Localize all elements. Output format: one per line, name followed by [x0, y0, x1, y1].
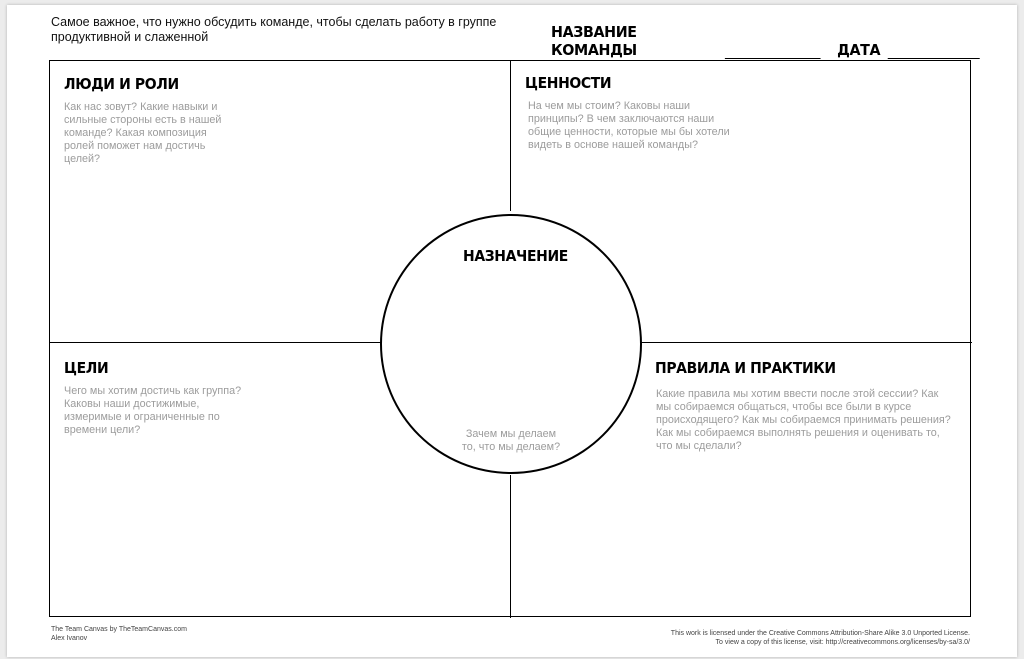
intro-line: Самое важное, что нужно обсудить команде, чтобы сделать работу в группе [51, 15, 497, 29]
footer-line: To view a copy of this license, visit: http://creativecommons.org/licenses/by-sa/3.0/ [715, 639, 970, 646]
purpose-title: НАЗНАЧЕНИЕ [463, 247, 568, 265]
team-name-label: НАЗВАНИЕ КОМАНДЫ [551, 23, 637, 59]
hint-line: Каковы наши достижимые, [64, 398, 200, 410]
goals-title: ЦЕЛИ [64, 359, 109, 377]
date-label: ДАТА [837, 41, 881, 59]
hint-line: Какие правила мы хотим ввести после этой сессии? Как [656, 388, 939, 400]
footer-line: Alex Ivanov [51, 635, 88, 642]
purpose-hint [450, 428, 572, 454]
header-fields [551, 23, 980, 59]
hint-line: что мы сделали? [656, 440, 742, 452]
team-name-field[interactable] [725, 44, 821, 59]
hint-line: сильные стороны есть в нашей [64, 114, 222, 126]
hint-line: Как нас зовут? Какие навыки и [64, 101, 218, 113]
hint-line: происходящего? Как мы собираемся принимать решения? [656, 414, 951, 426]
hint-line: команде? Какая композиция [64, 127, 207, 139]
intro-text [51, 15, 521, 45]
hint-line: Чего мы хотим достичь как группа? [64, 385, 242, 397]
divider-vertical-top [510, 61, 511, 211]
rules-practices-title: ПРАВИЛА И ПРАКТИКИ [655, 359, 836, 377]
hint-line: принципы? В чем заключаются наши [528, 113, 715, 125]
divider-vertical-bottom [510, 475, 511, 618]
intro-line: продуктивной и слаженной [51, 30, 209, 44]
values-hint [528, 100, 828, 152]
people-roles-hint [64, 101, 364, 166]
hint-line: измеримые и ограниченные по [64, 411, 220, 423]
values-title: ЦЕННОСТИ [525, 74, 612, 92]
canvas-page [7, 5, 1017, 657]
team-canvas-grid [49, 60, 971, 617]
rules-practices-hint [656, 388, 968, 453]
divider-horizontal-right [641, 342, 972, 343]
footer-license [671, 629, 970, 647]
divider-horizontal-left [50, 342, 381, 343]
date-field[interactable] [888, 44, 980, 59]
hint-line: ролей поможет нам достичь [64, 140, 206, 152]
hint-line: целей? [64, 153, 101, 165]
hint-line: Как мы собираемся выполнять решения и оценивать то, [656, 427, 940, 439]
hint-line: видеть в основе нашей команды? [528, 139, 698, 151]
people-roles-title: ЛЮДИ И РОЛИ [64, 75, 179, 93]
hint-line: мы собираемся общаться, чтобы все были в курсе [656, 401, 912, 413]
hint-line: времени цели? [64, 424, 141, 436]
goals-hint [64, 385, 364, 437]
hint-line: На чем мы стоим? Каковы наши [528, 100, 691, 112]
footer-credits [51, 625, 187, 643]
hint-line: Зачем мы делаем [465, 428, 557, 440]
footer-line: This work is licensed under the Creative Commons Attribution-Share Alike 3.0 Unported License. [670, 630, 970, 637]
hint-line: то, что мы делаем? [461, 441, 561, 453]
hint-line: общие ценности, которые мы бы хотели [528, 126, 730, 138]
footer-line: The Team Canvas by TheTeamCanvas.com [51, 626, 187, 633]
